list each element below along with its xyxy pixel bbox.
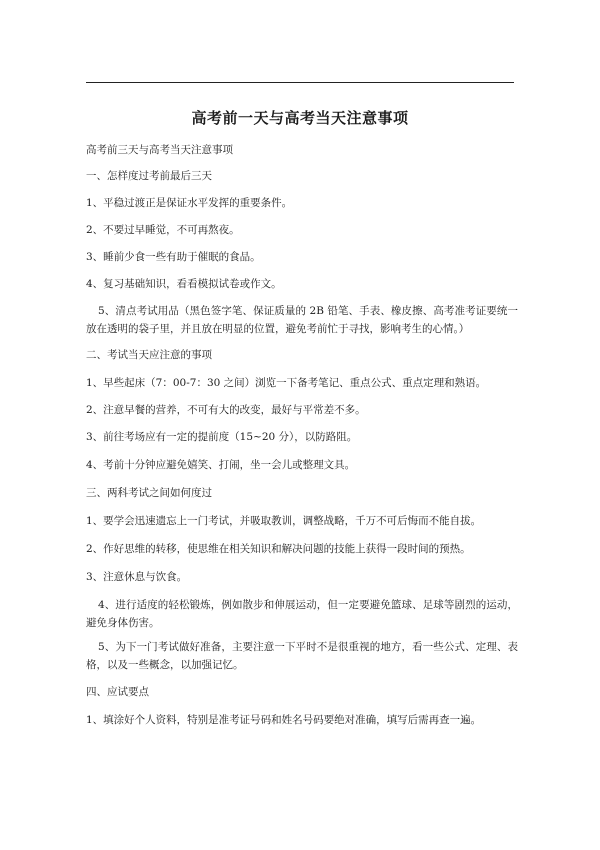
paragraph: 3、前往考场应有一定的提前度（15~20 分），以防路阻。 (86, 431, 358, 443)
paragraph: 2、注意早餐的营养，不可有大的改变，最好与平常差不多。 (86, 404, 366, 416)
paragraph: 5、清点考试用品（黑色签字笔、保证质量的 2B 铅笔、手表、橡皮擦、高考准考证要统一放在透明的袋子里，并且放在明显的位置，避免考前忙于寻找，影响考生的心情。） (86, 305, 518, 335)
paragraph: 4、进行适度的轻松锻炼，例如散步和伸展运动，但一定要避免篮球、足球等剧烈的运动，避免身体伤害。 (86, 599, 518, 629)
header-rule (86, 82, 514, 83)
paragraph: 1、早些起床（7：00-7：30 之间）浏览一下备考笔记、重点公式、重点定理和熟语。 (86, 377, 487, 389)
section-heading: 三、两科考试之间如何度过 (86, 487, 212, 499)
paragraph: 4、考前十分钟应避免嬉笑、打闹，坐一会儿或整理文具。 (86, 459, 356, 471)
paragraph: 1、填涂好个人资料，特别是准考证号码和姓名号码要绝对准确，填写后需再查一遍。 (86, 714, 482, 726)
paragraph: 2、作好思维的转移，使思维在相关知识和解决问题的技能上获得一段时间的预热。 (86, 543, 471, 555)
paragraph: 5、为下一门考试做好准备，主要注意一下平时不是很重视的地方，看一些公式、定理、表格，以及一些概念，以加强记忆。 (86, 641, 518, 671)
section-heading: 四、应试要点 (86, 686, 149, 698)
section-heading: 二、考试当天应注意的事项 (86, 349, 212, 361)
section-heading: 一、怎样度过考前最后三天 (86, 170, 212, 182)
document-title: 高考前一天与高考当天注意事项 (191, 109, 409, 127)
paragraph: 1、要学会迅速遗忘上一门考试，并吸取教训，调整战略，千万不可后悔而不能自拔。 (86, 515, 482, 527)
paragraph: 1、平稳过渡正是保证水平发挥的重要条件。 (86, 197, 293, 209)
paragraph: 3、睡前少食一些有助于催眠的食品。 (86, 251, 261, 263)
paragraph: 2、不要过早睡觉，不可再熬夜。 (86, 224, 240, 236)
paragraph: 3、注意休息与饮食。 (86, 571, 188, 583)
paragraph: 4、复习基础知识，看看模拟试卷或作文。 (86, 278, 282, 290)
subtitle: 高考前三天与高考当天注意事项 (86, 144, 233, 156)
